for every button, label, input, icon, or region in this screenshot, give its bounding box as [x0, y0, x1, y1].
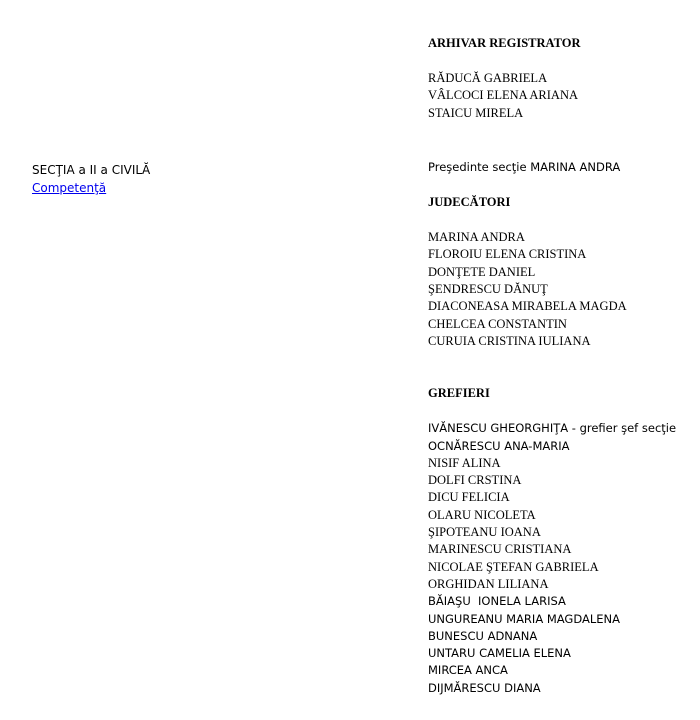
- clerk-name: BĂIAŞU IONELA LARISA: [428, 594, 566, 609]
- clerk-name: NISIF ALINA: [428, 455, 501, 470]
- clerk-name: UNTARU CAMELIA ELENA: [428, 646, 571, 661]
- clerk-name: UNGUREANU MARIA MAGDALENA: [428, 611, 621, 626]
- judge-name: ŞENDRESCU DĂNUŢ: [428, 282, 548, 297]
- clerk-name: ŞIPOTEANU IOANA: [428, 525, 541, 540]
- archivist-name: RĂDUCĂ GABRIELA: [428, 71, 548, 85]
- judge-name: MARINA ANDRA: [428, 230, 525, 245]
- clerk-name: IVĂNESCU GHEORGHIŢA - grefier şef secţie: [428, 421, 677, 436]
- judges-heading: JUDECĂTORI: [428, 195, 511, 210]
- archivist-heading: ARHIVAR REGISTRATOR: [428, 36, 581, 50]
- section-president: Preşedinte secţie MARINA ANDRA: [428, 159, 621, 174]
- clerk-name: DOLFI CRSTINA: [428, 473, 522, 488]
- judge-name: CHELCEA CONSTANTIN: [428, 316, 567, 331]
- clerk-name: NICOLAE ŞTEFAN GABRIELA: [428, 559, 599, 574]
- section-title: SECŢIA a II a CIVILĂ: [32, 163, 151, 177]
- clerks-heading: GREFIERI: [428, 386, 490, 401]
- clerk-name: MARINESCU CRISTIANA: [428, 542, 572, 557]
- clerk-name: DIJMĂRESCU DIANA: [428, 680, 541, 695]
- judges-block: [428, 194, 700, 350]
- archivist-name: STAICU MIRELA: [428, 105, 524, 120]
- clerk-name: OLARU NICOLETA: [428, 507, 536, 522]
- competence-link[interactable]: Competenţă: [32, 181, 107, 195]
- staff-list: [428, 35, 700, 697]
- judge-name: DIACONEASA MIRABELA MAGDA: [428, 299, 627, 314]
- archivist-name: VÂLCOCI ELENA ARIANA: [428, 88, 578, 103]
- judge-name: FLOROIU ELENA CRISTINA: [428, 247, 587, 262]
- clerk-name: MIRCEA ANCA: [428, 663, 508, 678]
- section-info: [32, 162, 332, 197]
- archivist-block: [428, 35, 700, 122]
- clerk-name: DICU FELICIA: [428, 490, 510, 505]
- clerk-name: OCNĂRESCU ANA-MARIA: [428, 438, 570, 453]
- clerk-name: ORGHIDAN LILIANA: [428, 576, 549, 591]
- judge-name: CURUIA CRISTINA IULIANA: [428, 333, 591, 348]
- clerks-block: [428, 385, 700, 697]
- clerk-name: BUNESCU ADNANA: [428, 628, 538, 643]
- judge-name: DONŢETE DANIEL: [428, 264, 536, 279]
